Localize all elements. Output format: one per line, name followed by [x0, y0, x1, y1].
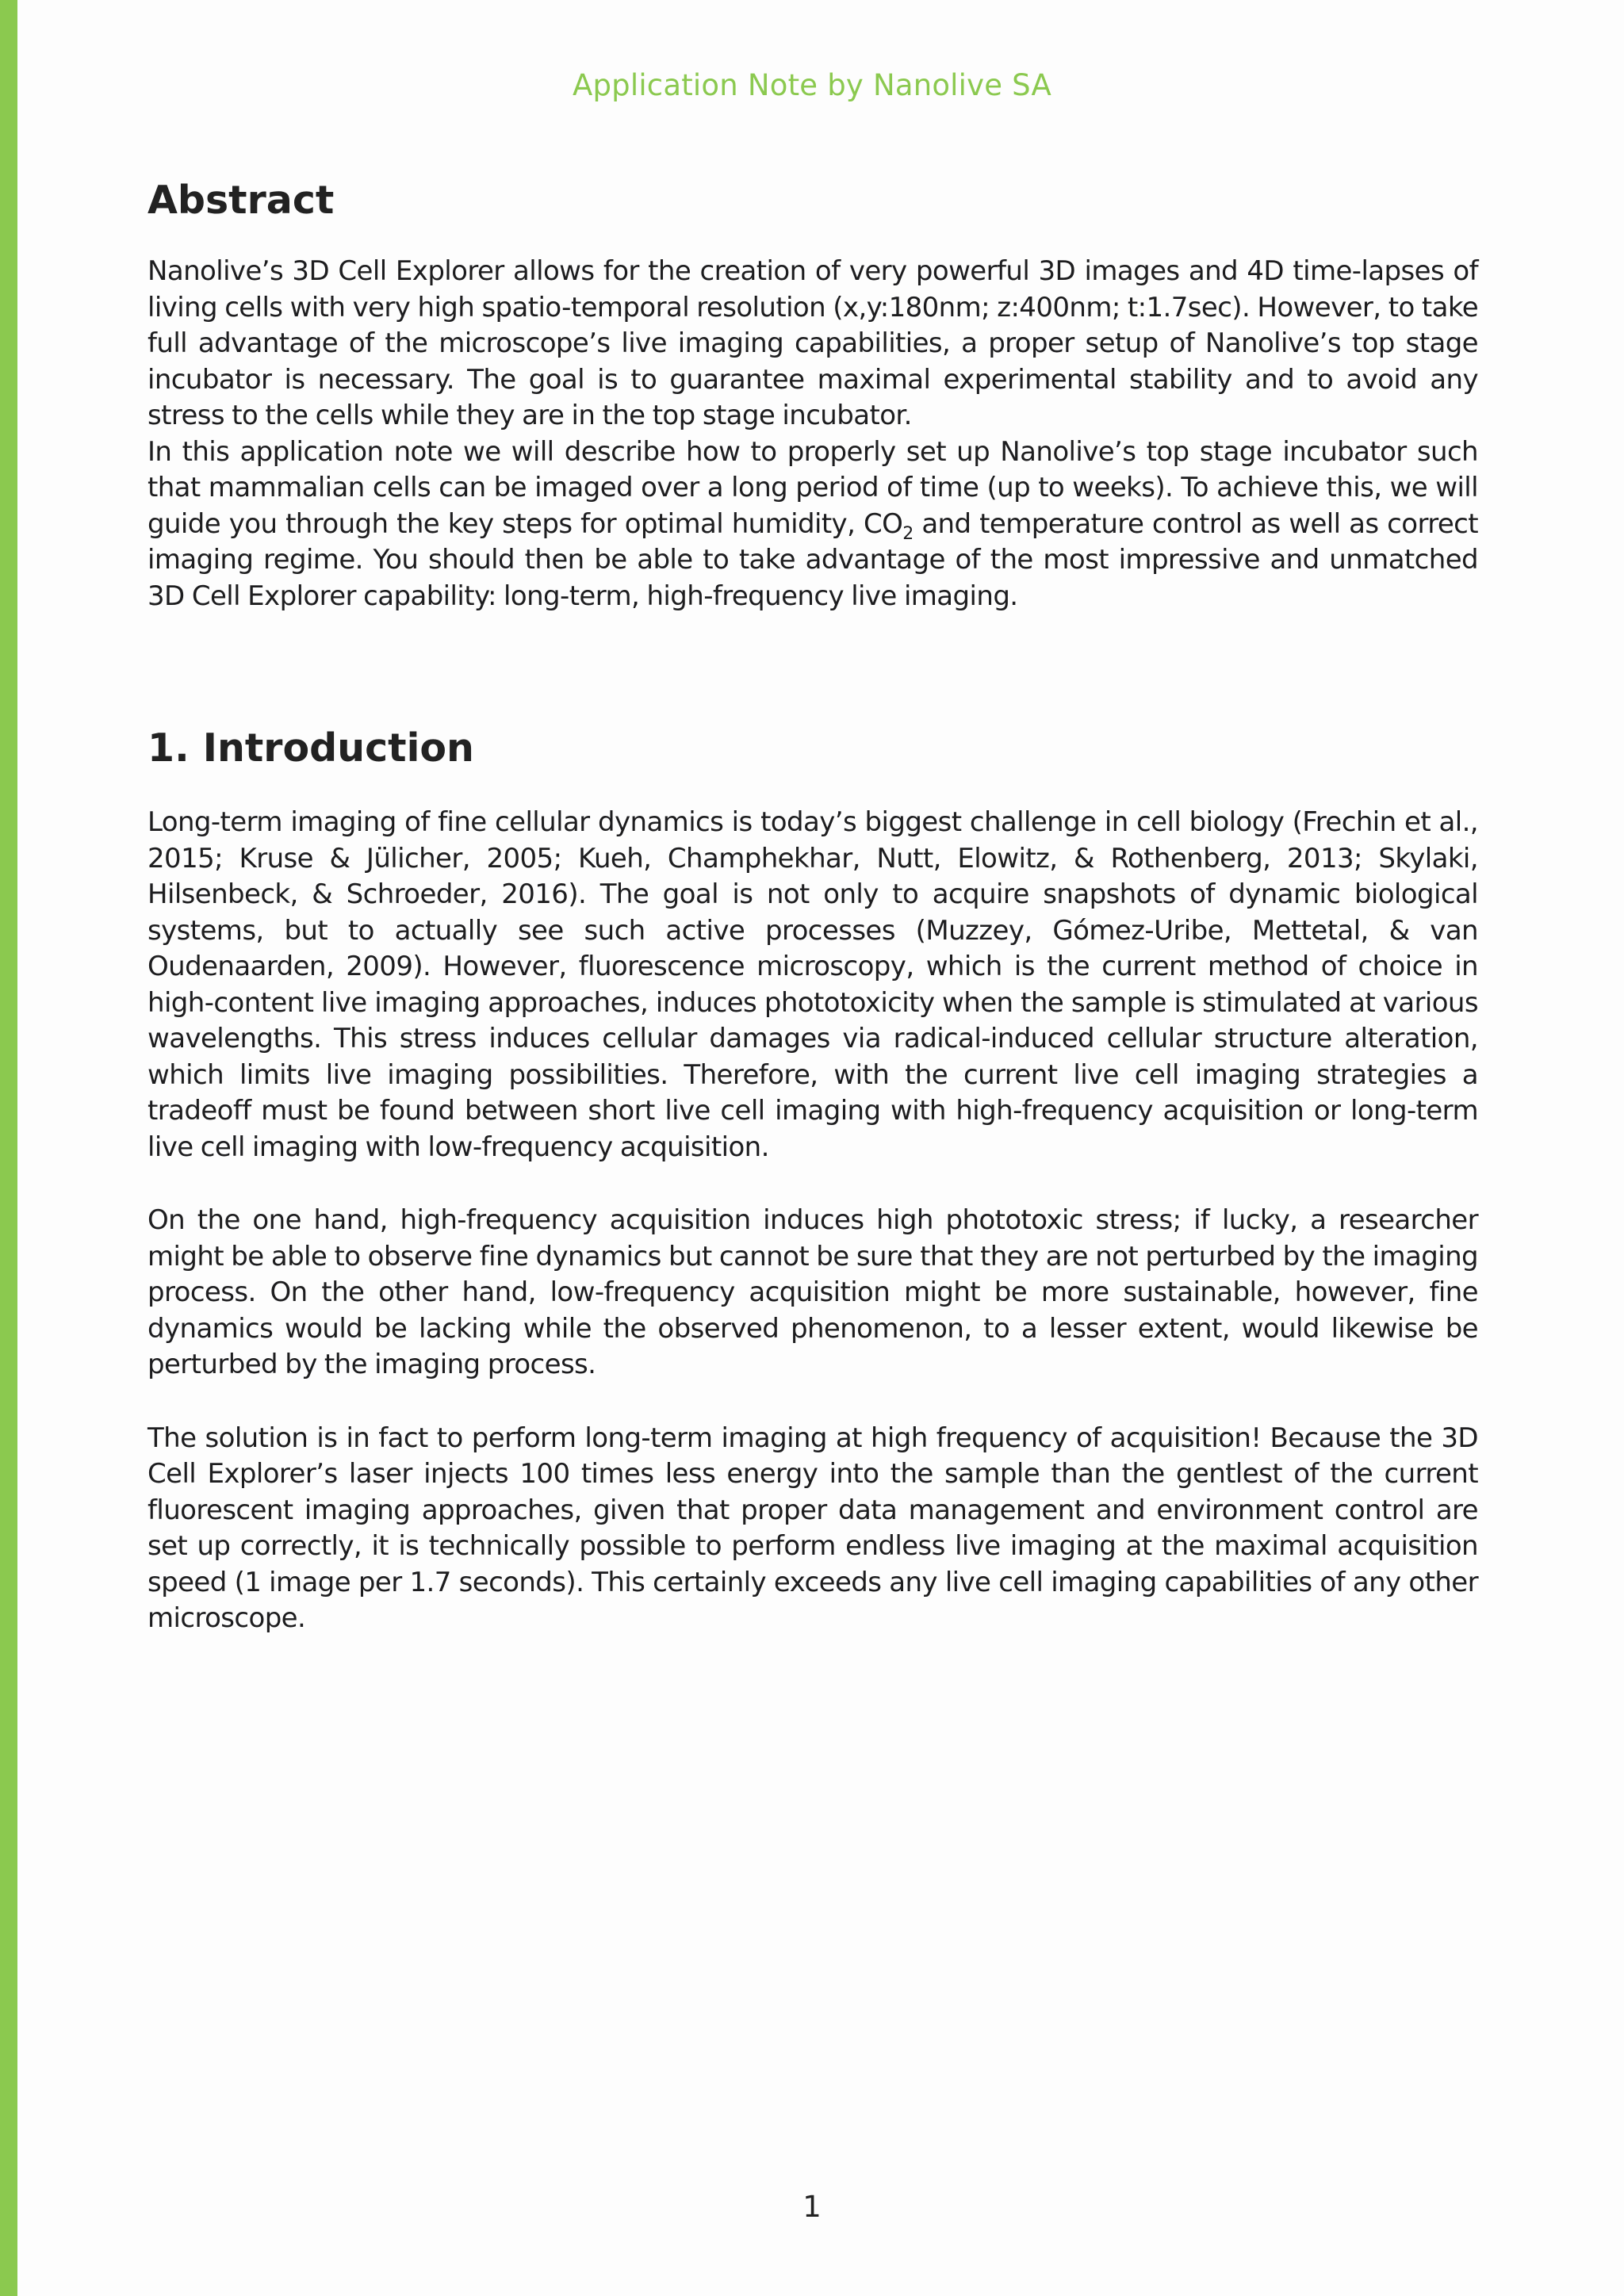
- introduction-paragraph-1: Long-term imaging of fine cellular dynamics is today’s biggest challenge in cell biology (Frechin et al., 2015; Kruse & Jülicher, 2005; Kueh, Champhekhar, Nutt, Elowitz, & Rothenberg, 2013; Skylaki, Hilsenbeck, & Schroeder, 2016). The goal is not only to acquire snapshots of dynamic biological systems, but to actually see such active processes (Muzzey, Gómez-Uribe, Mettetal, & van Oudenaarden, 2009). However, fluorescence microscopy, which is the current method of choice in high-content live imaging approaches, induces phototoxicity when the sample is stimulated at various wavelengths. This stress induces cellular damages via radical-induced cellular structure alteration, which limits live imaging possibilities. Therefore, with the current live cell imaging strategies a tradeoff must be found between short live cell imaging with high-frequency acquisition or long-term live cell imaging with low-frequency acquisition.: [147, 806, 1478, 1163]
- page-number: 1: [802, 2190, 822, 2224]
- abstract-paragraph-2-start: In this application note we will describe how to properly set up Nanolive’s top stage incubator such that mammalian cells can be imaged over a long period of time (up to weeks). To achieve this, we will guide you through the key steps for optimal humidity, CO: [147, 435, 1478, 540]
- introduction-paragraph-2: On the one hand, high-frequency acquisition induces high phototoxic stress; if lucky, a researcher might be able to observe fine dynamics but cannot be sure that they are not perturbed by the imaging process. On the other hand, low-frequency acquisition might be more sustainable, however, fine dynamics would be lacking while the observed phenomenon, to a lesser extent, would likewise be perturbed by the imaging process.: [147, 1204, 1478, 1380]
- header-note: Application Note by Nanolive SA: [572, 68, 1052, 102]
- abstract-paragraph-1: Nanolive’s 3D Cell Explorer allows for the creation of very powerful 3D images and 4D time-lapses of living cells with very high spatio-temporal resolution (x,y:180nm; z:400nm; t:1.7sec). However, to take full advantage of the microscope’s live imaging capabilities, a proper setup of Nanolive’s top stage incubator is necessary. The goal is to guarantee maximal experimental stability and to avoid any stress to the cells while they are in the top stage incubator.: [147, 255, 1479, 431]
- co2-subscript: 2: [902, 523, 914, 544]
- abstract-heading: Abstract: [147, 178, 335, 223]
- introduction-paragraph-3: The solution is in fact to perform long-term imaging at high frequency of acquisition! Because the 3D Cell Explorer’s laser injects 100 times less energy into the sample than the gentlest of the current fluorescent imaging approaches, given that proper data management and environment control are set up correctly, it is technically possible to perform endless live imaging at the maximal acquisition speed (1 image per 1.7 seconds). This certainly exceeds any live cell imaging capabilities of any other microscope.: [147, 1422, 1478, 1634]
- introduction-heading: 1. Introduction: [147, 725, 474, 771]
- page-content: [147, 176, 1478, 1637]
- abstract-paragraph-2-end: and temperature control as well as correct imaging regime. You should then be able to take advantage of the most impressive and unmatched 3D Cell Explorer capability: long-term, high-frequency live imaging.: [147, 507, 1478, 612]
- left-accent-bar: [0, 0, 17, 2296]
- abstract-paragraph-2: [147, 434, 1478, 615]
